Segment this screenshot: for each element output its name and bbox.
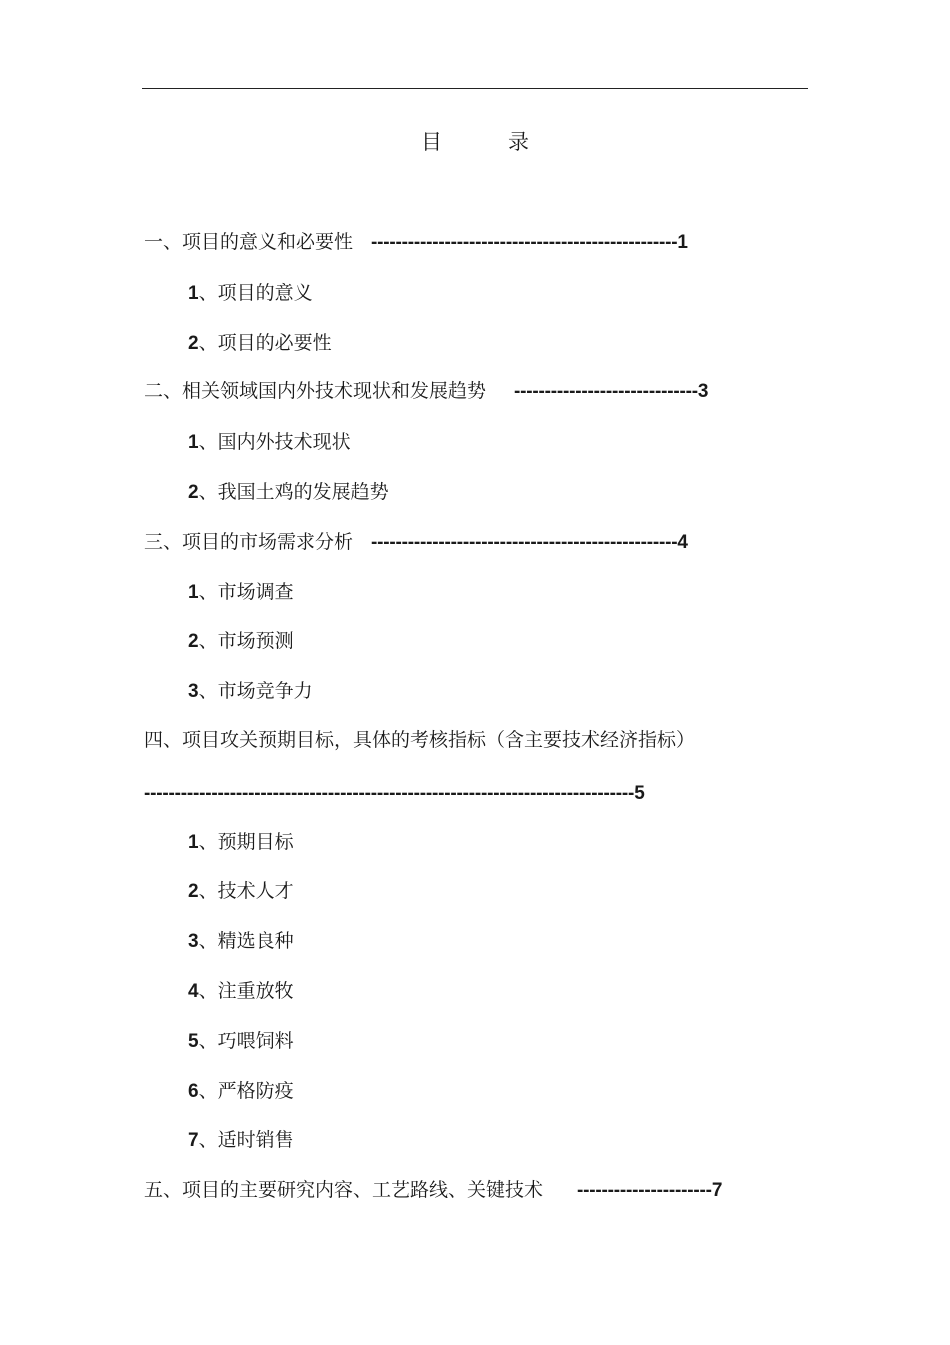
toc-sub-entry[interactable] [188,978,294,1004]
toc-sub-label: 、巧喂饲料 [198,1030,294,1052]
toc-sub-label: 、市场预测 [198,630,294,652]
toc-sub-number: 1 [188,582,199,603]
toc-sub-entry[interactable] [188,1078,294,1104]
toc-entry-section-4[interactable] [144,727,695,753]
toc-sub-number: 7 [188,1130,199,1151]
toc-sub-label: 、项目的意义 [198,282,313,304]
toc-sub-entry[interactable] [188,928,294,954]
toc-sub-entry[interactable] [188,479,389,505]
toc-entry-section-2[interactable] [144,378,708,404]
toc-entry-label: 二、相关领域国内外技术现状和发展趋势 [144,380,487,402]
toc-sub-number: 1 [188,832,199,853]
toc-page-number: 3 [697,381,709,402]
toc-sub-entry[interactable] [188,628,294,654]
toc-sub-number: 3 [188,681,199,702]
title-char-left: 目 [421,130,442,154]
toc-page-number: 5 [634,783,645,804]
toc-sub-label: 、精选良种 [198,930,294,952]
toc-sub-number: 5 [188,1031,199,1052]
toc-sub-label: 、技术人才 [198,880,294,902]
toc-sub-label: 、市场竞争力 [198,680,313,702]
toc-page-number: 7 [711,1180,723,1201]
toc-sub-number: 6 [188,1081,199,1102]
toc-sub-label: 、预期目标 [198,831,294,853]
page-title [0,126,950,156]
toc-entry-section-4-leader[interactable] [144,780,645,806]
toc-sub-label: 、严格防疫 [198,1080,294,1102]
toc-sub-entry[interactable] [188,678,313,704]
toc-sub-entry[interactable] [188,579,294,605]
toc-entry-section-5[interactable] [144,1177,722,1203]
toc-entry-label: 五、项目的主要研究内容、工艺路线、关键技术 [144,1179,544,1201]
toc-sub-entry[interactable] [188,280,313,306]
toc-sub-label: 、注重放牧 [198,980,294,1002]
toc-sub-entry[interactable] [188,429,351,455]
toc-sub-label: 、国内外技术现状 [198,431,351,453]
toc-leader: -------------------------------------------------------------------------------- [144,783,635,804]
toc-sub-entry[interactable] [188,1127,294,1153]
header-rule [142,88,808,89]
toc-sub-number: 2 [188,333,199,354]
toc-sub-label: 、市场调查 [198,581,294,603]
toc-leader: -------------------------------------------------- [371,532,678,553]
toc-sub-entry[interactable] [188,1028,294,1054]
toc-leader: ------------------------------ [514,381,698,402]
toc-sub-number: 2 [188,631,199,652]
toc-sub-number: 2 [188,482,199,503]
toc-entry-section-1[interactable] [144,229,688,255]
title-char-right: 录 [508,130,529,154]
toc-sub-number: 1 [188,283,199,304]
toc-sub-entry[interactable] [188,878,294,904]
toc-sub-label: 、我国土鸡的发展趋势 [198,481,389,503]
toc-sub-entry[interactable] [188,829,294,855]
toc-sub-number: 2 [188,881,199,902]
toc-sub-number: 4 [188,981,199,1002]
toc-page-number: 4 [677,532,688,553]
toc-leader: ---------------------- [577,1180,712,1201]
toc-sub-number: 1 [188,432,199,453]
toc-sub-number: 3 [188,931,199,952]
toc-page-number: 1 [677,232,688,253]
toc-entry-label: 三、项目的市场需求分析 [144,531,354,553]
toc-entry-section-3[interactable] [144,529,688,555]
toc-entry-label: 四、项目攻关预期目标，具体的考核指标（含主要技术经济指标） [144,729,696,751]
toc-sub-entry[interactable] [188,330,332,356]
toc-leader: -------------------------------------------------- [371,232,678,253]
toc-sub-label: 、适时销售 [198,1129,294,1151]
toc-sub-label: 、项目的必要性 [198,332,332,354]
toc-entry-label: 一、项目的意义和必要性 [144,231,354,253]
